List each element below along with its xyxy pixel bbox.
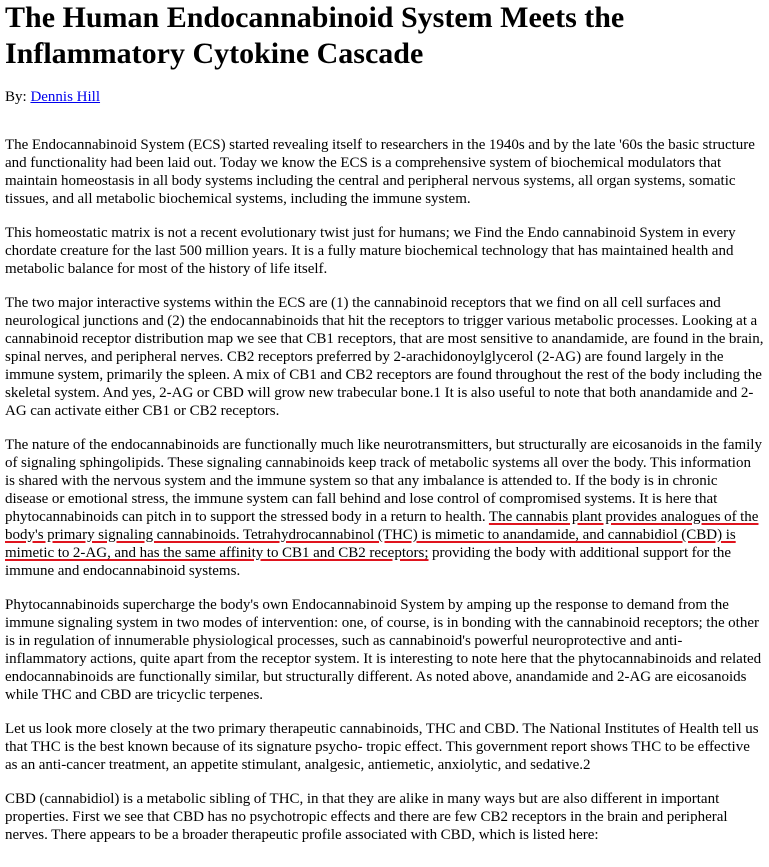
author-link[interactable]: Dennis Hill: [30, 89, 101, 105]
paragraph-6: Let us look more closely at the two primary therapeutic cannabinoids, THC and CBD. The National Institutes of Health tell us that THC is the best known because of its signature psycho- tropic effect. This government report shows THC to be effective as an anti-cancer treatment, an appetite stimulant, analgesic, antiemetic, anxiolytic, and sedative.2: [5, 721, 759, 773]
paragraph-5: Phytocannabinoids supercharge the body's own Endocannabinoid System by amping up the response to demand from the immune signaling system in two modes of intervention: one, of course, is in bonding with the cannabinoid receptors; the other is in regulation of innumerable physiological processes, such as cannabinoid's powerful neuroprotective and anti-inflammatory actions, quite apart from the receptor system. It is interesting to note here that the phytocannabinoids and related endocannabinoids are functionally similar, but structurally different. As noted above, anandamide and 2-AG are eicosanoids while THC and CBD are tricyclic terpenes.: [5, 597, 762, 703]
highlighted-passage: The cannabis plant provides analogues of the body's primary signaling cannabinoids. Tetrahydrocannabinol (THC) is mimetic to anandamide, and cannabidiol (CBD) is mimetic to 2-AG, and has the same affinity to CB1 and CB2 receptors;: [5, 509, 759, 561]
paragraph-1: The Endocannabinoid System (ECS) started revealing itself to researchers in the 1940s and by the late '60s the basic structure and functionality had been laid out. Today we know the ECS is a comprehensive system of biochemical modulators that maintain homeostasis in all body systems including the central and peripheral nervous systems, all organ systems, somatic tissues, and all metabolic biochemical systems, including the immune system.: [5, 137, 755, 207]
paragraph-3: The two major interactive systems within the ECS are (1) the cannabinoid receptors that we find on all cell surfaces and neurological junctions and (2) the endocannabinoids that hit the receptors to trigger various metabolic processes. Looking at a cannabinoid receptor distribution map we see that CB1 receptors, that are most sensitive to anandamide, are found in the brain, spinal nerves, and peripheral nerves. CB2 receptors preferred by 2-arachidonoylglycerol (2-AG) are found largely in the immune system, primarily the spleen. A mix of CB1 and CB2 receptors are found throughout the rest of the body including the skeletal system. And yes, 2-AG or CBD will grow new trabecular bone.1 It is also useful to note that both anandamide and 2-AG can activate either CB1 or CB2 receptors.: [5, 295, 764, 419]
paragraph-4-after: providing the body with additional support for the immune and endocannabinoid systems.: [5, 545, 732, 579]
paragraph-4-before: The nature of the endocannabinoids are functionally much like neurotransmitters, but structurally are eicosanoids in the family of signaling sphingolipids. These signaling cannabinoids keep track of metabolic systems all over the body. This information is shared with the nervous system and the immune system so that any imbalance is attended to. If the body is in chronic disease or emotional stress, the immune system can fall behind and lose control of compromised systems. It is here that phytocannabinoids can pitch in to support the stressed body in a return to health.: [5, 437, 762, 525]
paragraph-2: This homeostatic matrix is not a recent evolutionary twist just for humans; we Find the Endo cannabinoid System in every chordate creature for the last 500 million years. It is a fully mature biochemical technology that has maintained health and metabolic balance for most of the history of life itself.: [5, 225, 736, 277]
paragraph-7: CBD (cannabidiol) is a metabolic sibling of THC, in that they are alike in many ways but are also different in important properties. First we see that CBD has no psychotropic effects and there are few CB2 receptors in the brain and peripheral nerves. There appears to be a broader therapeutic profile associated with CBD, which is listed here:: [5, 791, 728, 843]
byline: [5, 88, 764, 106]
article-title: The Human Endocannabinoid System Meets the Inflammatory Cytokine Cascade: [5, 1, 625, 70]
byline-prefix: By:: [5, 89, 31, 105]
paragraph-4: [5, 436, 764, 580]
